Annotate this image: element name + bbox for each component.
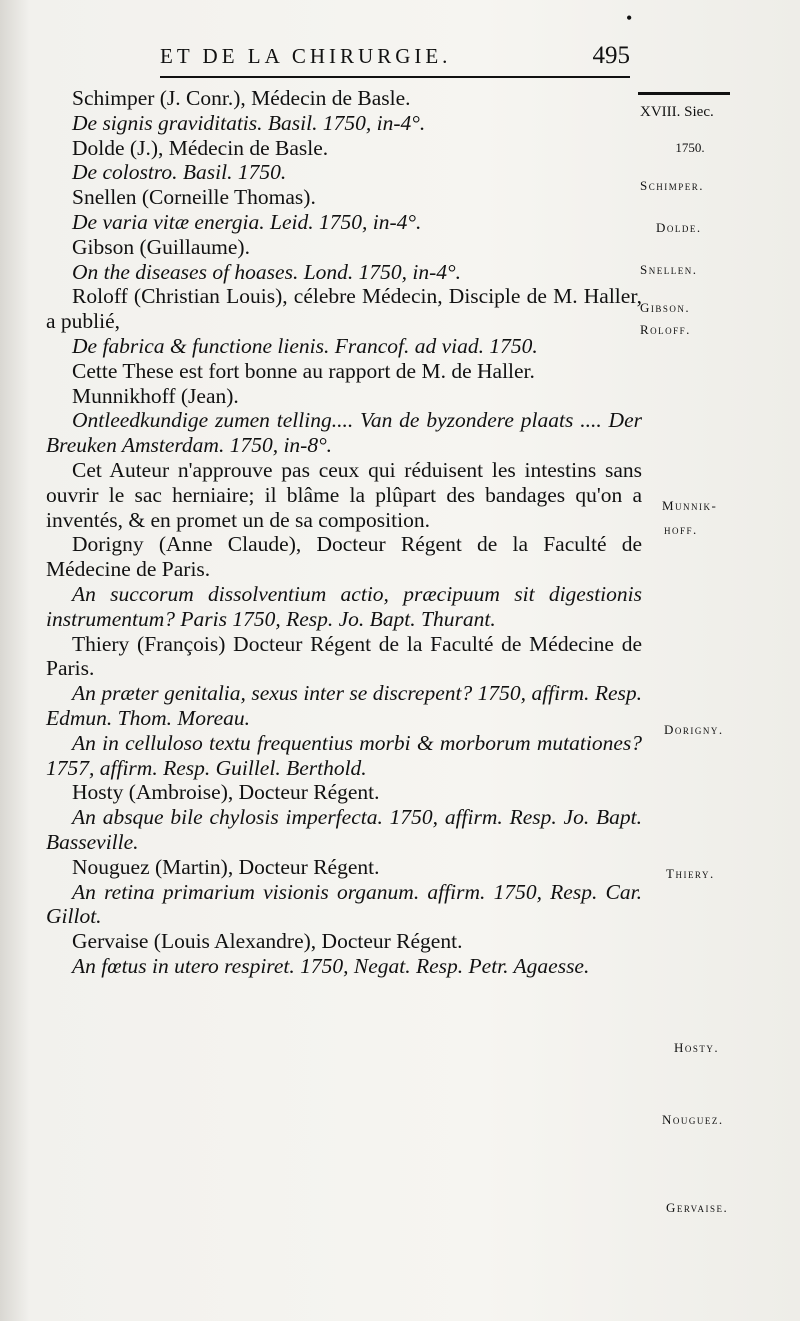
margin-name-nouguez: Nouguez.	[662, 1112, 724, 1127]
margin-name-snellen: Snellen.	[640, 262, 698, 277]
entry-title-hosty: An absque bile chylosis imperfecta. 1750, affirm. Resp. Jo. Bapt. Basseville.	[46, 805, 642, 854]
entry-author-thiery: Thiery (François) Docteur Régent de la Faculté de Médecine de Paris.	[46, 631, 642, 681]
running-title: ET DE LA CHIRURGIE.	[160, 44, 452, 68]
entry-author-roloff: Roloff (Christian Louis), célebre Médecin, Disciple de M. Haller, a publié,	[46, 284, 642, 334]
page-header	[160, 44, 630, 78]
margin-year: 1750.	[675, 140, 705, 155]
margin-name-gervaise: Gervaise.	[666, 1200, 729, 1215]
entry-title-roloff: De fabrica & functione lienis. Francof. ad viad. 1750.	[72, 333, 538, 358]
entry-author-gervaise: Gervaise (Louis Alexandre), Docteur Régent.	[72, 929, 463, 954]
main-text	[46, 86, 642, 979]
margin-name-munnikhoff-cont: hoff.	[664, 522, 698, 537]
margin-century: XVIII. Siec.	[640, 104, 714, 120]
margin-name-munnikhoff: Munnik-	[662, 498, 718, 513]
entry-author-schimper: Schimper (J. Conr.), Médecin de Basle.	[72, 86, 411, 110]
entry-author-munnikhoff: Munnikhoff (Jean).	[72, 383, 239, 408]
entry-note-roloff: Cette These est fort bonne au rapport de M. de Haller.	[72, 358, 535, 383]
entry-title-snellen: De varia vitæ energia. Leid. 1750, in-4°.	[72, 209, 422, 234]
entry-title-gervaise: An fœtus in utero respiret. 1750, Negat. Resp. Petr. Agaesse.	[72, 953, 590, 978]
entry-author-nouguez: Nouguez (Martin), Docteur Régent.	[72, 854, 380, 879]
entry-author-hosty: Hosty (Ambroise), Docteur Régent.	[72, 780, 380, 805]
entry-title-munnikhoff: Ontleedkundige zumen telling.... Van de byzondere plaats .... Der Breuken Amsterdam. 1750, in-8°.	[46, 408, 642, 458]
entry-title-dorigny: An succorum dissolventium actio, præcipuum sit digestionis instrumentum? Paris 1750, Resp. Jo. Bapt. Thurant.	[46, 581, 642, 631]
header-rule	[160, 76, 630, 78]
margin-rule	[638, 92, 730, 95]
entry-title-nouguez: An retina primarium visionis organum. affirm. 1750, Resp. Car. Gillot.	[46, 879, 642, 929]
entry-author-gibson: Gibson (Guillaume).	[72, 234, 250, 259]
entry-author-snellen: Snellen (Corneille Thomas).	[72, 185, 316, 210]
print-speck: •	[626, 8, 633, 28]
margin-name-dolde: Dolde.	[656, 220, 702, 235]
margin-name-schimper: Schimper.	[640, 178, 704, 193]
entry-title-thiery-1: An præter genitalia, sexus inter se discrepent? 1750, affirm. Resp. Edmun. Thom. Moreau.	[46, 681, 642, 730]
entry-title-gibson: On the diseases of hoases. Lond. 1750, in-4°.	[72, 259, 462, 284]
entry-note-munnikhoff: Cet Auteur n'approuve pas ceux qui réduisent les intestins sans ouvrir le sac herniaire; il blâme la plûpart des bandages qu'on a inventés, & en promet un de sa composition.	[46, 457, 642, 532]
margin-name-thiery: Thiery.	[666, 866, 715, 881]
entry-title-schimper: De signis graviditatis. Basil. 1750, in-4°.	[72, 110, 426, 135]
margin-name-dorigny: Dorigny.	[664, 722, 724, 737]
page-number: 495	[592, 42, 630, 69]
entry-author-dorigny: Dorigny (Anne Claude), Docteur Régent de la Faculté de Médecine de Paris.	[46, 532, 642, 582]
entry-author-dolde: Dolde (J.), Médecin de Basle.	[72, 135, 329, 160]
margin-name-hosty: Hosty.	[674, 1040, 720, 1055]
margin-name-gibson: Gibson.	[640, 300, 691, 315]
entry-title-thiery-2: An in celluloso textu frequentius morbi & morborum mutationes? 1757, affirm. Resp. Guillel. Berthold.	[46, 730, 642, 780]
margin-name-roloff: Roloff.	[640, 322, 691, 337]
entry-title-dolde: De colostro. Basil. 1750.	[72, 160, 287, 185]
